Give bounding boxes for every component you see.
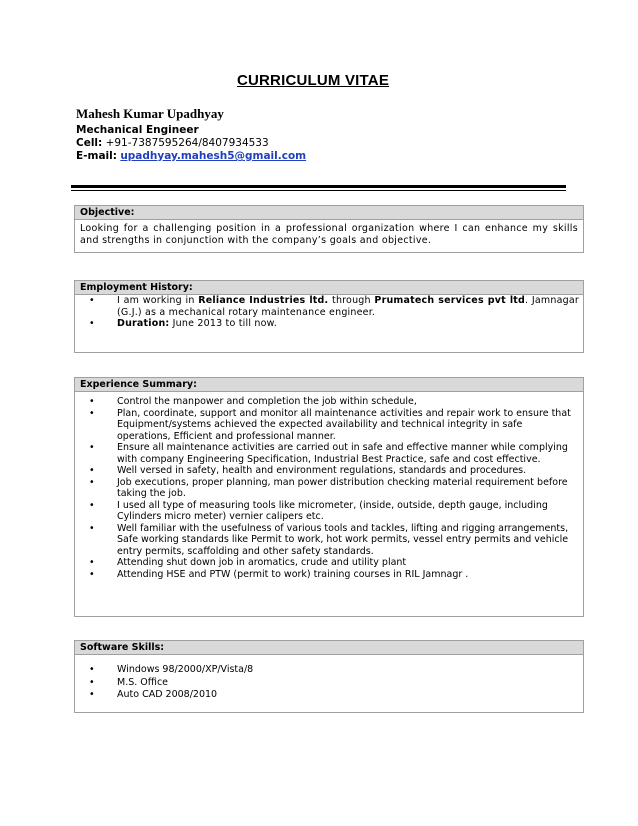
experience-section: [74, 377, 584, 617]
list-item: • Auto CAD 2008/2010: [117, 689, 583, 702]
document-title: CURRICULUM VITAE: [236, 72, 390, 89]
experience-list: [75, 392, 583, 580]
email-line: [76, 150, 306, 162]
contractor-name: Prumatech services pvt ltd: [374, 295, 526, 306]
objective-heading: Objective:: [75, 206, 583, 220]
objective-section: [74, 205, 584, 253]
duration-item: [117, 318, 583, 330]
divider-thick: [71, 185, 566, 188]
software-section: [74, 640, 584, 713]
list-item: • Attending HSE and PTW (permit to work) training courses in RIL Jamnagr .: [117, 569, 573, 581]
software-list: [75, 655, 583, 702]
employment-list: [75, 295, 583, 330]
list-item: • Well versed in safety, health and environment regulations, standards and procedures.: [117, 465, 573, 477]
employment-heading: Employment History:: [75, 281, 583, 295]
cell-value: +91-7387595264/8407934533: [105, 137, 269, 149]
candidate-name: Mahesh Kumar Upadhyay: [76, 106, 224, 121]
employment-section: [74, 280, 584, 353]
candidate-role: Mechanical Engineer: [76, 124, 199, 136]
list-item: • Well familiar with the usefulness of various tools and tackles, lifting and rigging arrangements, Safe working standards like Permit to work, hot work permits, vessel entry permits and vehicle entry permits, scaffolding and other safety standards.: [117, 523, 573, 558]
experience-heading: Experience Summary:: [75, 378, 583, 392]
list-item: • Plan, coordinate, support and monitor all maintenance activities and repair work to ensure that Equipment/systems achieved the expected availability and technical integrity in safe operations, Efficient and professional manner.: [117, 408, 573, 443]
employment-item: [117, 295, 583, 318]
employment-text: . Jamnagar (G.J.) as a mechanical rotary maintenance engineer.: [117, 295, 579, 318]
employment-text: I am working in: [117, 295, 199, 306]
list-item: • Windows 98/2000/XP/Vista/8: [117, 664, 583, 677]
list-item: • I used all type of measuring tools like micrometer, (inside, outside, depth gauge, including Cylinders micro meter) vernier calipers etc.: [117, 500, 573, 523]
list-item: • Control the manpower and completion the job within schedule,: [117, 396, 573, 408]
divider-thin: [71, 190, 566, 191]
duration-value: June 2013 to till now.: [169, 318, 277, 329]
employer-name: Reliance Industries ltd.: [198, 295, 329, 306]
employment-text: through: [328, 295, 375, 306]
list-item: • Ensure all maintenance activities are carried out in safe and effective manner while complying with company Engineering Specification, Industrial Best Practice, safe and cost effective.: [117, 442, 573, 465]
cell-line: [76, 137, 269, 149]
software-heading: Software Skills:: [75, 641, 583, 655]
list-item: • M.S. Office: [117, 677, 583, 690]
duration-label: Duration:: [117, 318, 170, 329]
email-label: E-mail:: [76, 150, 117, 162]
objective-text: Looking for a challenging position in a professional organization where I can enhance my skills and strengths in conjunction with the company’s goals and objective.: [80, 223, 578, 246]
list-item: • Attending shut down job in aromatics, crude and utility plant: [117, 557, 573, 569]
email-link[interactable]: upadhyay.mahesh5@gmail.com: [120, 150, 307, 162]
list-item: • Job executions, proper planning, man power distribution checking material requirement before taking the job.: [117, 477, 573, 500]
cell-label: Cell:: [76, 137, 103, 149]
